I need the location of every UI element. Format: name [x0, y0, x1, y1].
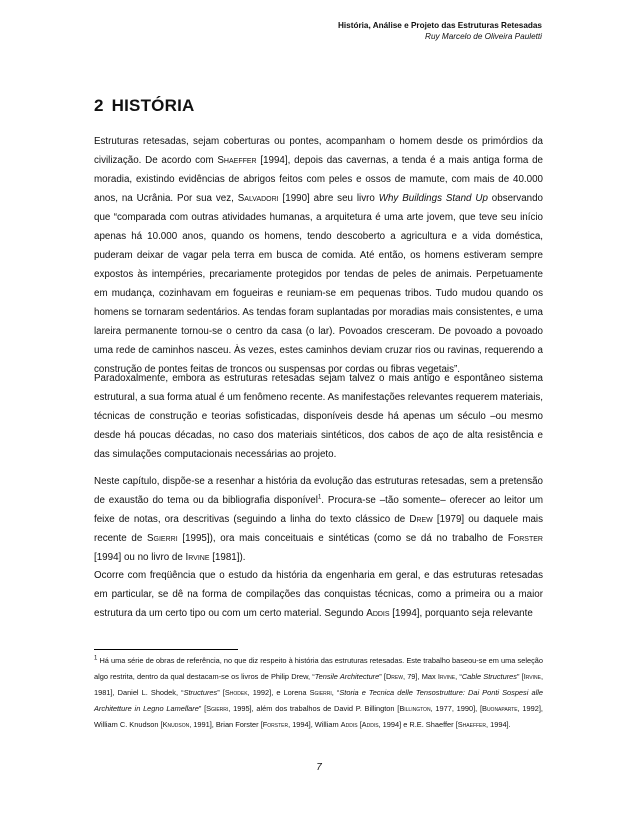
work-title: Structures	[183, 688, 218, 697]
author-name: Irvine	[523, 672, 541, 681]
author-name: Buonaparte	[482, 704, 518, 713]
paragraph-text: Paradoxalmente, embora as estruturas retesadas sejam talvez o mais antigo e espontâneo sistema estrutural, a sua forma atual é um fenômeno recente. As manifestações relevantes requerem materiais, técnicas de construção e teorias sofisticadas, disponíveis desde há apenas um século –ou mesmo desde há poucas décadas, no caso dos materiais sintéticos, dos cabos de aço de alta resistência e das simulações computacionais necessárias ao projeto.	[94, 373, 543, 460]
author-name: Forster	[262, 720, 289, 729]
work-title: Storia e Tecnica delle Tensostrutture: Dai Ponti Sospesi alle Architetture in Legno Lamellare	[94, 688, 543, 713]
chapter-number: 2	[94, 96, 104, 115]
text-run: , 1991], Brian Forster [	[189, 720, 263, 729]
text-run: [1981]).	[209, 552, 246, 563]
text-run: , 1992], William C. Knudson [	[94, 704, 543, 729]
author-name: Addis	[340, 720, 358, 729]
running-header	[338, 21, 542, 42]
author-name: Irvine	[185, 552, 210, 563]
author-name: Shodek	[224, 688, 248, 697]
text-run: Há uma série de obras de referência, no que diz respeito à história das estruturas retesadas. Este trabalho baseou-se em uma seleção algo restrita, dentro da qual destacam-se os livros de Philip Drew, “	[94, 656, 543, 681]
header-title: História, Análise e Projeto das Estruturas Retesadas	[337, 21, 542, 30]
text-run: [	[357, 720, 362, 729]
author-name: Drew	[409, 514, 433, 525]
text-run: [1995]), ora mais conceituais e sintéticas (como se dá no trabalho de	[177, 533, 508, 544]
text-run: , “	[331, 688, 340, 697]
header-author: Ruy Marcelo de Oliveira Pauletti	[425, 31, 542, 41]
paragraph-2	[94, 369, 543, 464]
text-run: , 1994] e R.E. Shaeffer [	[378, 720, 458, 729]
paragraph-1	[94, 132, 543, 379]
footnote-reference[interactable]: 1	[317, 494, 322, 501]
author-name: Sgierri	[146, 533, 178, 544]
text-run: ” [	[516, 672, 524, 681]
work-title: Cable Structures	[461, 672, 517, 681]
text-run: ” [	[198, 704, 207, 713]
author-name: Addis	[366, 608, 390, 619]
author-name: Knudson	[162, 720, 190, 729]
author-name: Shaeffer	[217, 155, 257, 166]
text-run: Neste capítulo, dispõe-se a resenhar a história da evolução das estruturas retesadas, sem a pretensão de exaustão do tema ou da bibliografia disponível	[94, 476, 543, 506]
author-name: Addis	[361, 720, 379, 729]
text-run: , 79], Max	[402, 672, 438, 681]
footnote-mark: 1	[94, 655, 98, 662]
page-number: 7	[316, 762, 322, 773]
footnote-separator	[94, 649, 238, 650]
text-run: observando que “comparada com outras atividades humanas, a arquitetura é uma arte jovem, que teve seu início apenas há 10.000 anos, quando os homens, tendo descoberto a agricultura e a vida doméstica, puderam deixar de vagar pela terra em busca de comida. Até então, os homens estiveram sempre expostos às intempéries, precariamente protegidos por tendas de peles de animais. Perpetuamente em mudança, cozinhavam em fogueiras e reuniam-se em pequenas tribos. Tudo mudou quando os homens se tornaram sedentários. As tendas foram suplantadas por moradias mais consistentes, e uma lareira permanente tornou-se o centro da casa (o lar). Povoados cresceram. De povoado a povoado uma rede de caminhos nasceu. Às vezes, estes caminhos deviam cruzar rios ou ravinas, requerendo a construção de pontes feitas de troncos ou suspensas por cordas ou fibras vegetais”.	[94, 193, 544, 375]
author-name: Drew	[385, 672, 403, 681]
author-name: Sgierri	[309, 688, 332, 697]
author-name: Forster	[507, 533, 543, 544]
author-name: Salvadori	[237, 193, 279, 204]
text-run: , 1994], William	[288, 720, 341, 729]
text-run: , 1977, 1990], [	[430, 704, 483, 713]
text-run: , 1995], além dos trabalhos de David P. Billington [	[228, 704, 400, 713]
text-run: , “	[455, 672, 462, 681]
book-title: Why Buildings Stand Up	[378, 193, 488, 204]
text-run: [1994], depois das cavernas, a tenda é a mais antiga forma de moradia, existindo evidências de abrigos feitos com peles e ossos de mamute, com mais de 40.000 anos, na Ucrânia. Por sua vez,	[94, 155, 543, 204]
work-title: Tensile Architecture	[314, 672, 380, 681]
text-run: , 1992], e Lorena	[247, 688, 310, 697]
author-name: Shaeffer	[457, 720, 486, 729]
chapter-title: HISTÓRIA	[111, 96, 195, 115]
footnote	[94, 653, 543, 733]
text-run: ” [	[217, 688, 225, 697]
text-run: , 1994].	[486, 720, 511, 729]
author-name: Irvine	[437, 672, 456, 681]
author-name: Billington	[399, 704, 431, 713]
paragraph-3	[94, 472, 543, 567]
text-run: . Procura-se –tão somente– oferecer ao leitor um feixe de notas, ora descritivas (seguindo a linha do texto clássico de	[94, 495, 543, 525]
text-run: ” [	[379, 672, 386, 681]
text-run: [1994] ou no livro de	[94, 552, 186, 563]
author-name: Sgierri	[206, 704, 229, 713]
text-run: [1990] abre seu livro	[278, 193, 379, 204]
paragraph-4	[94, 566, 543, 623]
text-run: , 1981], Daniel L. Shodek, “	[94, 672, 543, 697]
text-run: Estruturas retesadas, sejam coberturas ou pontes, acompanham o homem desde os primórdios da civilização. De acordo com	[94, 136, 543, 166]
text-run: [1994], porquanto seja relevante	[389, 608, 533, 619]
text-run: [1979] ou daquele mais recente de	[94, 514, 544, 544]
chapter-heading	[94, 96, 194, 116]
text-run: Ocorre com freqüência que o estudo da história da engenharia em geral, e das estruturas retesadas em particular, se dê na forma de compilações das conquistas técnicas, como a primeira ou a maior estrutura da um certo tipo ou com um certo material. Segundo	[94, 570, 543, 619]
